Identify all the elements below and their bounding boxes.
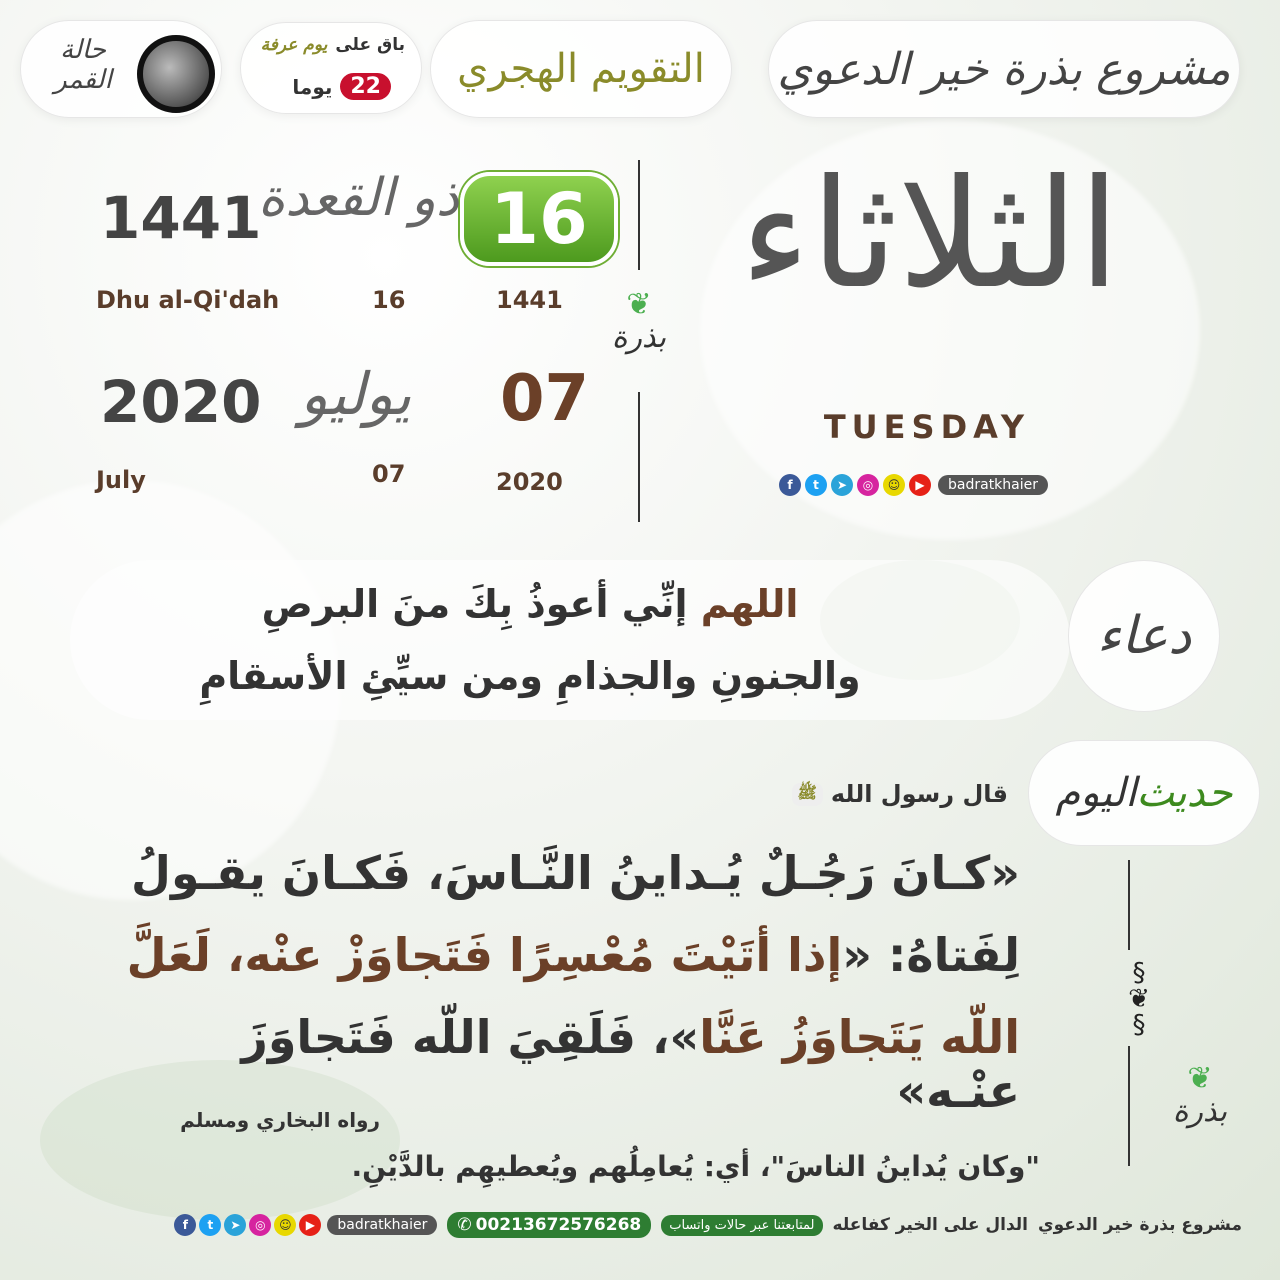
gregorian-year: 2020 — [100, 368, 262, 436]
snapchat-icon[interactable]: ☺ — [274, 1214, 296, 1236]
dua-line-2: والجنونِ والجذامِ ومن سيِّئِ الأسقامِ — [199, 654, 861, 698]
dua-label: دعاء — [1068, 560, 1220, 712]
twitter-icon[interactable]: t — [199, 1214, 221, 1236]
hijri-calendar-title: التقويم الهجري — [430, 20, 732, 118]
ornament-icon: § ❦ § — [1128, 958, 1150, 1040]
separator-line — [1128, 1046, 1130, 1166]
hadith-line-3 — [120, 1010, 1020, 1118]
separator-line — [1128, 860, 1130, 950]
footer-slogan: الدال على الخير كفاعله — [832, 1215, 1028, 1235]
day-name-arabic: الثلاثاء — [739, 148, 1120, 322]
gregorian-month-arabic: يوليو — [300, 360, 412, 428]
hadith-label — [1028, 740, 1260, 846]
hijri-month-arabic: ذو القعدة — [258, 168, 460, 228]
hijri-year: 1441 — [100, 184, 262, 252]
hadith-line-3-a: اللّه يَتَجاوَزُ عَنَّا — [699, 1010, 1020, 1064]
logo-text: بذرة — [1172, 1094, 1228, 1129]
facebook-icon[interactable]: f — [779, 474, 801, 496]
footer — [0, 1200, 1280, 1250]
dua-strong-word: اللهم — [700, 582, 799, 626]
dua-line-1 — [80, 582, 980, 626]
social-handle[interactable]: badratkhaier — [938, 475, 1048, 495]
twitter-icon[interactable]: t — [805, 474, 827, 496]
logo — [604, 287, 674, 355]
instagram-icon[interactable]: ◎ — [249, 1214, 271, 1236]
snapchat-icon[interactable]: ☺ — [883, 474, 905, 496]
telegram-icon[interactable]: ➤ — [224, 1214, 246, 1236]
hijri-month-english: Dhu al-Qi'dah — [96, 286, 280, 314]
hijri-year-sub: 1441 — [496, 286, 563, 314]
arafa-countdown — [240, 22, 422, 114]
hadith-explanation: "وكان يُداينُ الناسَ"، أي: يُعامِلُهم ويُعطيهِم بالدَّيْنِ. — [351, 1150, 1040, 1183]
hadith-line-2-b: إذا أتَيْتَ مُعْسِرًا فَتَجاوَزْ عنْه، لَعَلَّ — [126, 928, 843, 982]
moon-label: حالة القمر — [54, 35, 112, 95]
project-title: مشروع بذرة خير الدعوي — [768, 20, 1240, 118]
hadith-line-1: «كـانَ رَجُـلٌ يُـداينُ النَّـاسَ، فَكـانَ يقـولُ — [131, 846, 1020, 900]
saw-glyph: ﷺ — [792, 783, 823, 806]
hijri-day-sub: 16 — [372, 286, 406, 314]
facebook-icon[interactable]: f — [174, 1214, 196, 1236]
youtube-icon[interactable]: ▶ — [909, 474, 931, 496]
sprout-icon: ❦ — [1187, 1061, 1213, 1096]
separator-line — [638, 392, 640, 522]
moon-phase — [20, 20, 222, 118]
whatsapp-icon: ✆ — [457, 1215, 472, 1235]
gregorian-year-sub: 2020 — [496, 468, 563, 496]
social-links — [779, 474, 1048, 496]
moon-icon — [137, 35, 215, 113]
footer-project: مشروع بذرة خير الدعوي — [1037, 1215, 1242, 1235]
instagram-icon[interactable]: ◎ — [857, 474, 879, 496]
logo-text: بذرة — [611, 320, 667, 355]
whatsapp-note: لمتابعتنا عبر حالات واتساب — [661, 1215, 822, 1236]
phone-number: 00213672576268 — [475, 1215, 642, 1235]
hadith-intro — [792, 780, 1008, 808]
footer-social-links — [174, 1214, 437, 1236]
hadith-label-rest: اليوم — [1055, 770, 1137, 816]
sprout-icon: ❦ — [626, 287, 652, 322]
hadith-line-2 — [120, 928, 1020, 982]
hijri-day: 16 — [460, 172, 618, 266]
telegram-icon[interactable]: ➤ — [831, 474, 853, 496]
hadith-line-2-a: لِفَتاهُ: « — [842, 928, 1020, 982]
hadith-label-green: حديث — [1136, 770, 1233, 816]
logo — [1160, 1061, 1240, 1129]
youtube-icon[interactable]: ▶ — [299, 1214, 321, 1236]
hadith-narrator: رواه البخاري ومسلم — [180, 1108, 380, 1132]
hadith-intro-text: قال رسول الله — [830, 780, 1008, 808]
arafa-prefix: باق على — [335, 35, 405, 55]
arafa-name: يوم عرفة — [260, 35, 328, 55]
footer-handle[interactable]: badratkhaier — [327, 1215, 437, 1235]
arafa-unit: يوما — [292, 74, 333, 99]
whatsapp-phone[interactable] — [447, 1212, 651, 1238]
gregorian-month-number: 07 — [500, 362, 590, 436]
dua-line-1-text: إنِّي أعوذُ بِكَ منَ البرصِ — [261, 582, 688, 626]
day-name-english: TUESDAY — [823, 408, 1030, 446]
arafa-days-badge: 22 — [340, 73, 391, 100]
separator-line — [638, 160, 640, 270]
gregorian-month-sub: 07 — [372, 460, 406, 488]
gregorian-month-english: July — [96, 466, 146, 494]
hadith-line-3-b: »، فَلَقِيَ اللّه فَتَجاوَزَ عنْـه» — [241, 1010, 1020, 1118]
